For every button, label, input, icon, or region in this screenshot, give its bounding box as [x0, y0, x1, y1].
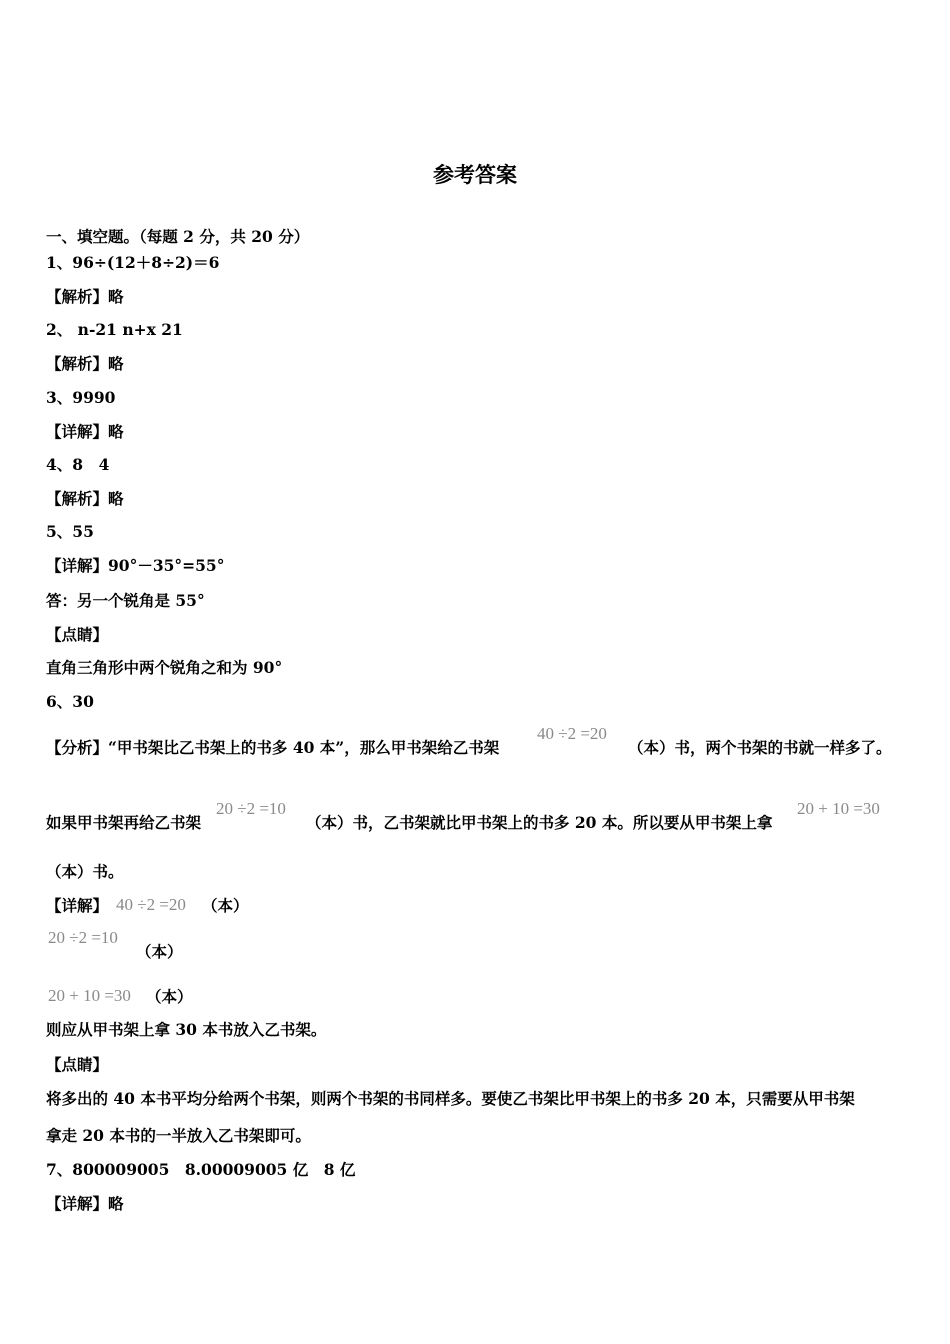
q6-analysis-e: （本）书。 — [46, 862, 124, 881]
q6-detail-math-1: 40 ÷2 =20 — [116, 895, 186, 914]
q6-tip-line-2: 拿走 20 本书的一半放入乙书架即可。 — [46, 1126, 311, 1145]
q5-answer: 5、55 — [46, 522, 94, 541]
q6-unit-3: （本） — [146, 987, 193, 1006]
q6-analysis-a: 【分析】“甲书架比乙书架上的书多 40 本”，那么甲书架给乙书架 — [46, 738, 500, 757]
q5-tip: 直角三角形中两个锐角之和为 90° — [46, 658, 283, 677]
q3-note: 【详解】略 — [46, 422, 124, 441]
section-heading: 一、填空题。（每题 2 分，共 20 分） — [46, 227, 310, 246]
q6-analysis-d: （本）书，乙书架就比甲书架上的书多 20 本。所以要从甲书架上拿 — [306, 813, 773, 832]
q5-reply: 答：另一个锐角是 55° — [46, 591, 205, 610]
q1-answer: 1、96÷(12＋8÷2)＝6 — [46, 253, 220, 272]
q6-unit-2: （本） — [136, 942, 183, 961]
q6-math-2: 20 ÷2 =10 — [216, 799, 286, 818]
page-title: 参考答案 — [433, 162, 517, 187]
q7-note: 【详解】略 — [46, 1194, 124, 1213]
q7-answer: 7、800009005 8.00009005 亿 8 亿 — [46, 1160, 356, 1179]
q3-answer: 3、9990 — [46, 388, 116, 407]
q1-note: 【解析】略 — [46, 287, 124, 306]
q6-detail-label: 【详解】 — [46, 896, 109, 915]
q5-detail: 【详解】90°－35°=55° — [46, 556, 225, 575]
q4-answer: 4、8 4 — [46, 455, 110, 474]
q6-unit-1: （本） — [202, 896, 249, 915]
q6-tip-label: 【点睛】 — [46, 1055, 109, 1074]
q4-note: 【解析】略 — [46, 489, 124, 508]
q6-math-3: 20 + 10 =30 — [797, 799, 880, 818]
q6-analysis-b: （本）书，两个书架的书就一样多了。 — [628, 738, 892, 757]
q6-tip-line-1: 将多出的 40 本书平均分给两个书架，则两个书架的书同样多。要使乙书架比甲书架上的书多 20 本，只需要从甲书架 — [46, 1089, 855, 1108]
q6-answer: 6、30 — [46, 692, 94, 711]
q2-note: 【解析】略 — [46, 354, 124, 373]
q5-tip-label: 【点睛】 — [46, 625, 109, 644]
q2-answer: 2、 n-21 n+x 21 — [46, 320, 183, 339]
q6-analysis-c: 如果甲书架再给乙书架 — [46, 813, 202, 832]
q6-conclusion: 则应从甲书架上拿 30 本书放入乙书架。 — [46, 1020, 327, 1039]
q6-detail-math-3: 20 + 10 =30 — [48, 986, 131, 1005]
q6-math-1: 40 ÷2 =20 — [537, 724, 607, 743]
q6-detail-math-2: 20 ÷2 =10 — [48, 928, 118, 947]
